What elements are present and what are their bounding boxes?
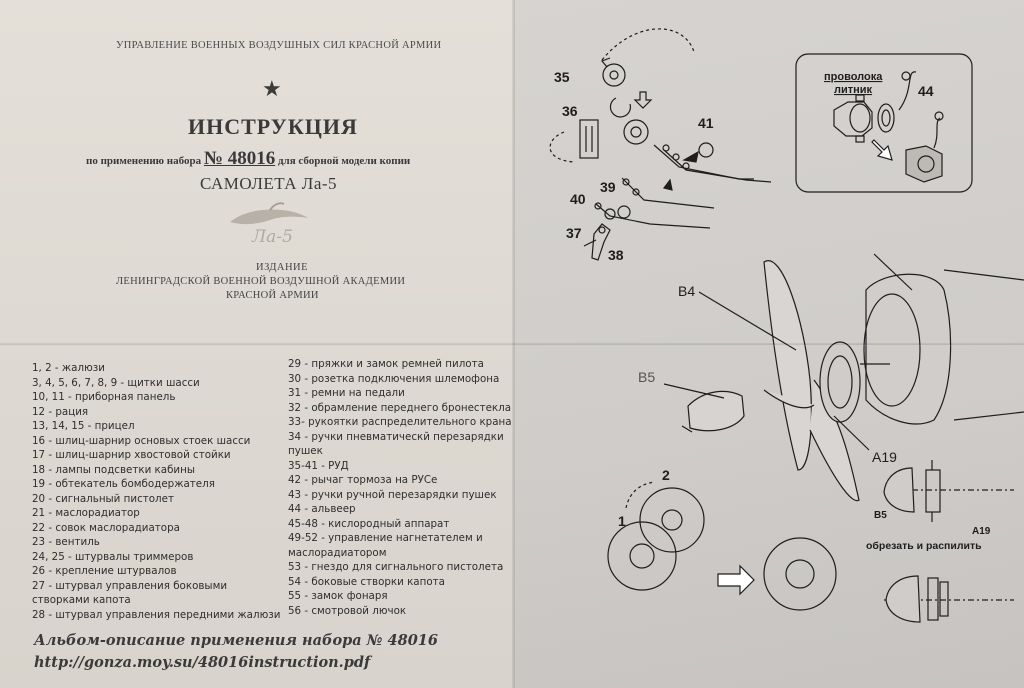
part-35-icon	[603, 64, 625, 86]
wire-label: проволока	[824, 71, 883, 83]
dashed-arrow	[550, 132, 574, 162]
legend-item: 49-52 - управление нагнетателем и	[288, 532, 483, 544]
emblem-text: Ла-5	[252, 227, 293, 247]
fold-line-horizontal	[0, 343, 1024, 346]
legend-item: 32 - обрамление переднего бронестекла	[288, 401, 512, 414]
dashed-arrow	[602, 29, 694, 60]
down-right-arrow-icon	[872, 140, 892, 160]
legend-item: 55 - замок фонаря	[288, 590, 388, 602]
legend-item: 3, 4, 5, 6, 7, 8, 9 - щитки шасси	[32, 376, 200, 389]
subtitle-after: для сборной модели копии	[277, 155, 411, 167]
wire-icon	[899, 72, 916, 110]
legend-item: 21 - маслорадиатор	[32, 507, 140, 519]
legend-item: 27 - штурвал управления боковыми	[32, 579, 228, 592]
spinner-cut-icon	[886, 576, 920, 622]
legend-item: 56 - смотровой лючок	[288, 604, 407, 617]
legend-item: 53 - гнездо для сигнального пистолета	[288, 561, 504, 573]
label-38: 38	[608, 247, 624, 263]
legend-item: 1, 2 - жалюзи	[32, 362, 105, 374]
legend-item: 20 - сигнальный пистолет	[32, 492, 174, 505]
legend-item: 19 - обтекатель бомбодержателя	[32, 478, 215, 490]
label-36: 36	[562, 103, 578, 119]
right-arrow-icon	[718, 566, 754, 594]
part-36-icon	[580, 120, 598, 158]
legend-item: 45-48 - кислородный аппарат	[288, 517, 450, 530]
legend-item: 44 - альвеер	[288, 503, 356, 515]
kit-number: № 48016	[203, 148, 276, 169]
legend-item: 13, 14, 15 - прицел	[32, 420, 135, 432]
lever-icon	[654, 145, 754, 179]
legend-item: створками капота	[32, 594, 131, 606]
label-louvre-1: 1	[618, 513, 626, 529]
legend-item: 16 - шлиц-шарнир основых стоек шасси	[32, 434, 251, 447]
legend-item: пушек	[288, 445, 323, 457]
legend-item: 17 - шлиц-шарнир хвостовой стойки	[32, 449, 231, 461]
publisher-line1: ИЗДАНИЕ	[256, 262, 309, 273]
spinner-detail-icon	[884, 468, 914, 512]
engine-cowl-icon	[866, 274, 951, 424]
legend-item: 43 - ручки ручной перезарядки пушек	[288, 488, 497, 501]
instruction-title: ИНСТРУКЦИЯ	[188, 114, 358, 139]
subtitle-before: по применению набора	[86, 155, 202, 167]
department-header: УПРАВЛЕНИЕ ВОЕННЫХ ВОЗДУШНЫХ СИЛ КРАСНОЙ АРМИИ	[116, 40, 442, 51]
label-44: 44	[918, 83, 934, 99]
legend-item: 31 - ремни на педали	[288, 387, 405, 399]
part-36-ring-icon	[610, 98, 630, 117]
hub-detail-icon	[926, 470, 940, 512]
instruction-subtitle	[86, 148, 410, 170]
legend-item: 28 - штурвал управления передними жалюзи	[32, 608, 281, 621]
album-reference: Альбом-описание применения набора № 48016	[34, 632, 438, 649]
publisher-line2: ЛЕНИНГРАДСКОЙ ВОЕННОЙ ВОЗДУШНОЙ АКАДЕМИИ	[116, 276, 406, 287]
legend-item: 35-41 - РУД	[288, 459, 349, 472]
lever-40-icon	[596, 204, 710, 228]
legend-item: маслорадиатором	[288, 546, 387, 559]
legend-item: 26 - крепление штурвалов	[32, 565, 177, 577]
label-40: 40	[570, 191, 586, 207]
sprue-label: литник	[834, 84, 873, 96]
legend-item: 23 - вентиль	[32, 536, 100, 548]
cut-instruction: обрезать и распилить	[866, 540, 982, 552]
label-b5: B5	[638, 369, 656, 385]
legend-item: 42 - рычаг тормоза на РУСе	[288, 474, 438, 486]
label-37: 37	[566, 225, 582, 241]
label-detail-b5: B5	[874, 510, 887, 521]
legend-item: 22 - совок маслорадиатора	[32, 521, 180, 534]
label-detail-a19: A19	[972, 526, 991, 537]
label-39: 39	[600, 179, 616, 195]
legend-item: 12 - рация	[32, 405, 89, 418]
label-35: 35	[554, 69, 570, 85]
label-louvre-2: 2	[662, 467, 670, 483]
legend-item: 54 - боковые створки капота	[288, 575, 445, 588]
la5-emblem-icon	[222, 200, 312, 250]
publisher-line3: КРАСНОЙ АРМИИ	[226, 290, 319, 301]
part-44-assembled-icon	[906, 146, 942, 182]
label-41: 41	[698, 115, 714, 131]
label-a19: A19	[872, 449, 897, 465]
aircraft-name: САМОЛЕТА Ла-5	[200, 174, 338, 193]
legend-item: 29 - пряжки и замок ремней пилота	[288, 358, 484, 370]
inset-box	[796, 54, 972, 192]
legend-item: 18 - лампы подсветки кабины	[32, 463, 195, 476]
legend-item: 24, 25 - штурвалы триммеров	[32, 550, 194, 563]
legend-item: 10, 11 - приборная панель	[32, 391, 176, 403]
down-arrow-icon	[635, 92, 651, 108]
legend-item: 34 - ручки пневматическй перезарядки	[288, 430, 504, 443]
legend-item: 33- рукоятки распределительного крана	[288, 416, 512, 428]
part-41-icon	[624, 120, 648, 144]
label-b4: B4	[678, 283, 696, 299]
star-icon: ★	[262, 76, 282, 101]
spinner-icon	[688, 391, 744, 430]
hub-icon	[820, 342, 860, 422]
louvre-assembled-icon	[764, 538, 836, 610]
parts-legend-col2	[288, 357, 512, 618]
propeller-blade-icon	[764, 261, 811, 470]
legend-item: 30 - розетка подключения шлемофона	[288, 372, 500, 385]
parts-legend-col1	[32, 361, 280, 622]
louvre-disk-icon	[608, 488, 704, 590]
album-url: http://gonza.moy.su/48016instruction.pdf	[34, 654, 371, 671]
part-41-small-icon	[699, 143, 713, 157]
